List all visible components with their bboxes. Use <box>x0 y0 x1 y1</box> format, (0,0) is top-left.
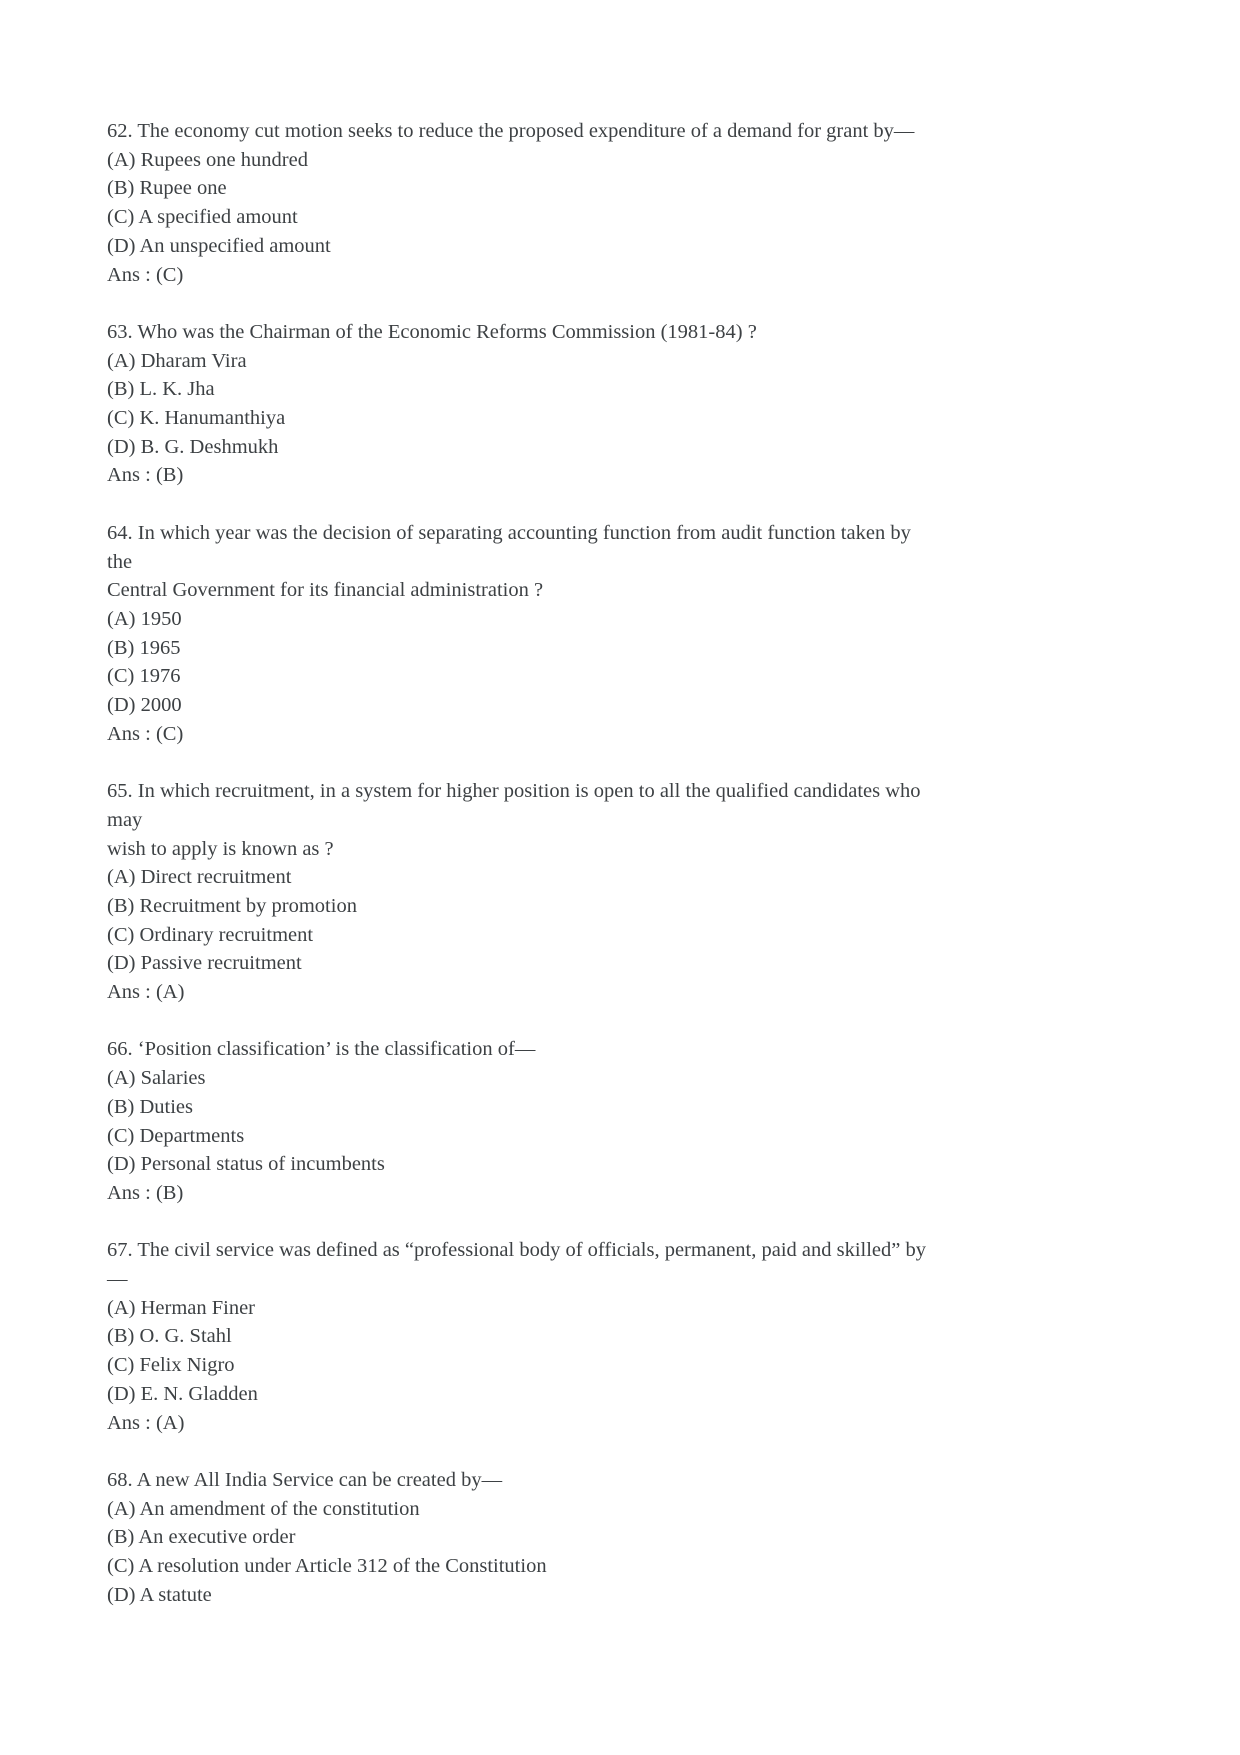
option-b: (B) An executive order <box>107 1526 296 1549</box>
option-a: (A) Rupees one hundred <box>107 148 308 171</box>
option-d: (D) Passive recruitment <box>107 952 302 975</box>
option-d: (D) An unspecified amount <box>107 234 331 257</box>
question-block-64 <box>107 519 1180 749</box>
answer-line: Ans : (A) <box>107 981 185 1004</box>
option-b: (B) L. K. Jha <box>107 378 215 401</box>
question-stem: 67. The civil service was defined as “professional body of officials, permanent, paid and skilled” by <box>107 1239 926 1262</box>
option-a: (A) Dharam Vira <box>107 349 247 372</box>
question-stem: 68. A new All India Service can be created by— <box>107 1468 503 1491</box>
question-block-67 <box>107 1236 1180 1437</box>
option-c: (C) Departments <box>107 1124 245 1147</box>
option-a: (A) Salaries <box>107 1067 206 1090</box>
question-stem: 66. ‘Position classification’ is the classification of— <box>107 1038 536 1061</box>
option-d: (D) A statute <box>107 1583 212 1606</box>
question-stem-continued: wish to apply is known as ? <box>107 837 334 860</box>
option-b: (B) 1965 <box>107 636 181 659</box>
question-stem-continued: may <box>107 808 143 831</box>
option-a: (A) Direct recruitment <box>107 866 292 889</box>
option-c: (C) Felix Nigro <box>107 1354 235 1377</box>
answer-line: Ans : (C) <box>107 722 184 745</box>
question-stem: 65. In which recruitment, in a system for higher position is open to all the qualified candidates who <box>107 780 921 803</box>
option-c: (C) A specified amount <box>107 206 298 229</box>
option-d: (D) Personal status of incumbents <box>107 1153 385 1176</box>
answer-line: Ans : (B) <box>107 1181 184 1204</box>
option-a: (A) Herman Finer <box>107 1296 256 1319</box>
question-block-68 <box>107 1466 1180 1610</box>
option-b: (B) Rupee one <box>107 177 227 200</box>
answer-line: Ans : (A) <box>107 1411 185 1434</box>
question-stem: 63. Who was the Chairman of the Economic Reforms Commission (1981-84) ? <box>107 320 757 343</box>
option-d: (D) E. N. Gladden <box>107 1382 258 1405</box>
question-stem: 64. In which year was the decision of separating accounting function from audit function taken by <box>107 521 911 544</box>
option-c: (C) 1976 <box>107 665 181 688</box>
option-d: (D) 2000 <box>107 694 182 717</box>
question-stem-continued: — <box>107 1268 128 1291</box>
answer-line: Ans : (B) <box>107 464 184 487</box>
answer-line: Ans : (C) <box>107 263 184 286</box>
option-c: (C) K. Hanumanthiya <box>107 407 286 430</box>
question-block-62 <box>107 117 1180 289</box>
option-b: (B) Recruitment by promotion <box>107 894 357 917</box>
question-block-63 <box>107 318 1180 490</box>
option-c: (C) A resolution under Article 312 of the Constitution <box>107 1555 547 1578</box>
question-stem-continued: the <box>107 550 133 573</box>
question-stem-continued: Central Government for its financial administration ? <box>107 579 544 602</box>
option-d: (D) B. G. Deshmukh <box>107 435 279 458</box>
question-stem: 62. The economy cut motion seeks to reduce the proposed expenditure of a demand for grant by— <box>107 120 915 142</box>
question-block-65 <box>107 777 1180 1007</box>
option-b: (B) O. G. Stahl <box>107 1325 232 1348</box>
option-c: (C) Ordinary recruitment <box>107 923 314 946</box>
option-b: (B) Duties <box>107 1095 193 1118</box>
option-a: (A) An amendment of the constitution <box>107 1497 420 1520</box>
question-block-66 <box>107 1035 1180 1207</box>
option-a: (A) 1950 <box>107 607 182 630</box>
